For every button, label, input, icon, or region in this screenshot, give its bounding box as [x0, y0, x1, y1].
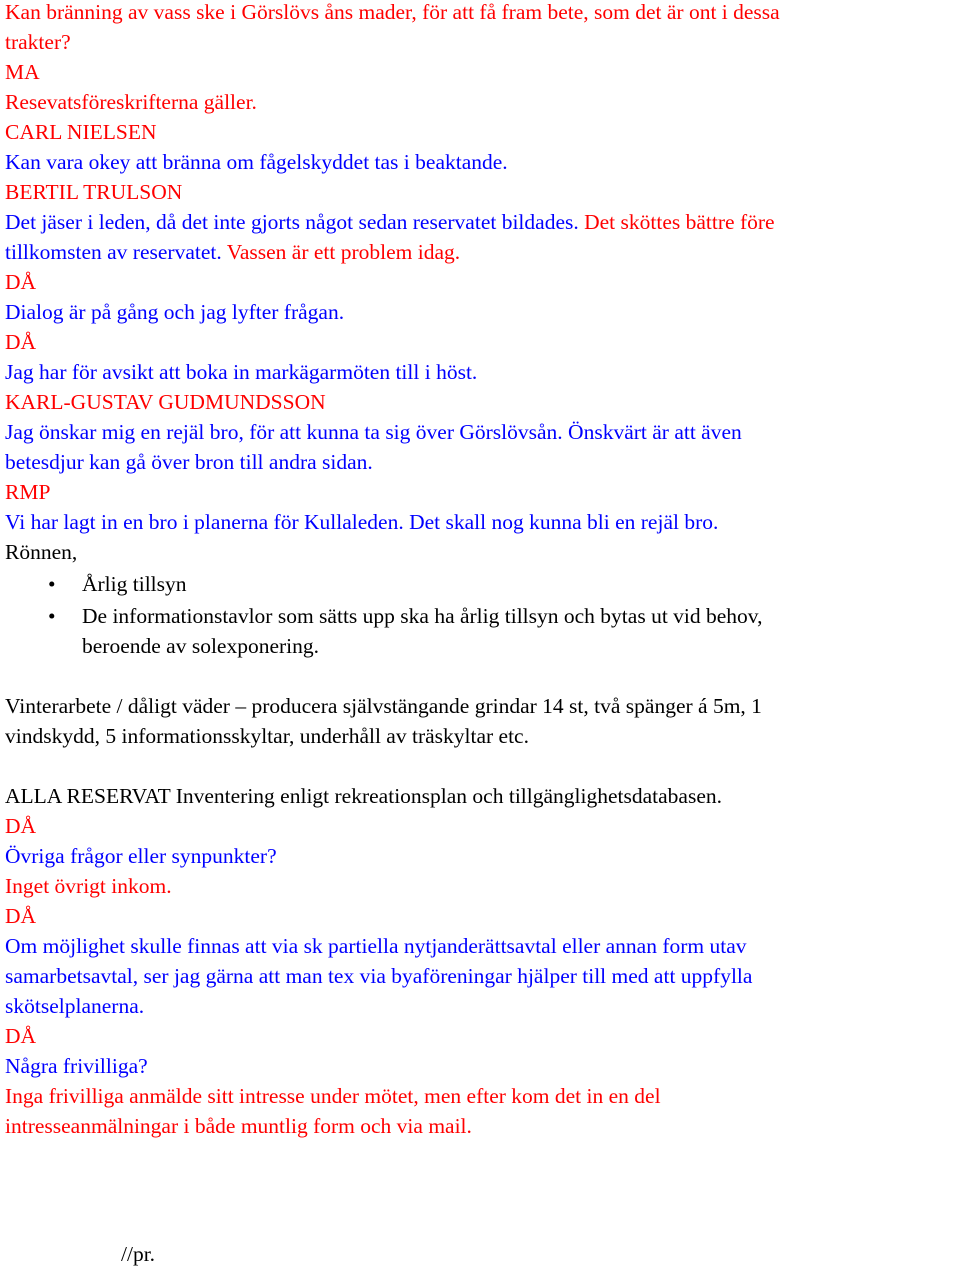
text-line: Jag har för avsikt att boka in markägarmöten till i höst.	[5, 360, 478, 384]
bullet-list	[5, 569, 955, 661]
text-line: beroende av solexponering.	[82, 634, 320, 658]
text-line: Inga frivilliga anmälde sitt intresse under mötet, men efter kom det in en del	[5, 1084, 661, 1108]
paragraph-gap	[5, 661, 955, 691]
text-line: Dialog är på gång och jag lyfter frågan.	[5, 300, 345, 324]
text-segment: Det jäser i leden, då det inte gjorts något sedan reservatet bildades.	[5, 210, 585, 234]
speaker-label: DÅ	[5, 270, 37, 294]
speaker-label: MA	[5, 60, 40, 84]
text-segment: Jag önskar mig en rejäl bro, för att kunna ta sig över Görslövsån.	[5, 420, 569, 444]
text-line: Några frivilliga?	[5, 1054, 148, 1078]
document-page	[5, 0, 955, 1141]
speaker-label: DÅ	[5, 330, 37, 354]
text-segment: tillkomsten av reservatet.	[5, 240, 227, 264]
text-line: ALLA RESERVAT Inventering enligt rekreationsplan och tillgänglighetsdatabasen.	[5, 784, 722, 808]
question-vass	[5, 0, 955, 57]
text-line: skötselplanerna.	[5, 994, 145, 1018]
speaker-label: CARL NIELSEN	[5, 120, 157, 144]
speaker-label: BERTIL TRULSON	[5, 180, 183, 204]
text-line: Övriga frågor eller synpunkter?	[5, 844, 277, 868]
text-line: De informationstavlor som sätts upp ska ha årlig tillsyn och bytas ut vid behov,	[82, 604, 763, 628]
text-segment: Önskvärt är att även	[568, 420, 742, 444]
text-line: samarbetsavtal, ser jag gärna att man tex via byaföreningar hjälper till med att uppfylla	[5, 964, 753, 988]
bullet-icon: •	[48, 604, 56, 628]
bullet-icon: •	[48, 572, 56, 596]
text-line: vindskydd, 5 informationsskyltar, underhåll av träskyltar etc.	[5, 724, 529, 748]
speaker-label: KARL-GUSTAV GUDMUNDSSON	[5, 390, 326, 414]
text-line	[5, 237, 955, 267]
speaker-label: DÅ	[5, 1024, 37, 1048]
section-label: Rönnen,	[5, 540, 78, 564]
speaker-label: DÅ	[5, 904, 37, 928]
text-line: Om möjlighet skulle finnas att via sk partiella nytjanderättsavtal eller annan form utav	[5, 934, 747, 958]
list-item	[5, 601, 955, 661]
winter-paragraph	[5, 691, 955, 751]
text-line: Kan vara okey att bränna om fågelskyddet tas i beaktande.	[5, 150, 508, 174]
speaker-label: DÅ	[5, 814, 37, 838]
text-segment: Vi har lagt in en bro i planerna för Kullaleden.	[5, 510, 410, 534]
text-segment: Vassen är ett problem idag.	[226, 240, 461, 264]
paragraph-gap	[5, 751, 955, 781]
list-item	[5, 569, 955, 599]
text-line: trakter?	[5, 30, 71, 54]
text-line: Årlig tillsyn	[82, 572, 187, 596]
text-line: Resevatsföreskrifterna gäller.	[5, 90, 257, 114]
speaker-label: RMP	[5, 480, 51, 504]
text-line	[5, 507, 955, 537]
text-line: intresseanmälningar i både muntlig form och via mail.	[5, 1114, 472, 1138]
text-segment: Det skall nog kunna bli en rejäl bro.	[409, 510, 719, 534]
text-line	[5, 207, 955, 237]
text-line: Vinterarbete / dåligt väder – producera självstängande grindar 14 st, två spänger á 5m, 1	[5, 694, 762, 718]
text-line: Kan bränning av vass ske i Görslövs åns mader, för att få fram bete, som det är ont i dessa	[5, 0, 780, 24]
signature: //pr.	[121, 1242, 156, 1266]
text-line: Inget övrigt inkom.	[5, 874, 172, 898]
text-segment: Det sköttes bättre före	[584, 210, 775, 234]
text-line: betesdjur kan gå över bron till andra sidan.	[5, 450, 373, 474]
text-line	[5, 417, 955, 447]
